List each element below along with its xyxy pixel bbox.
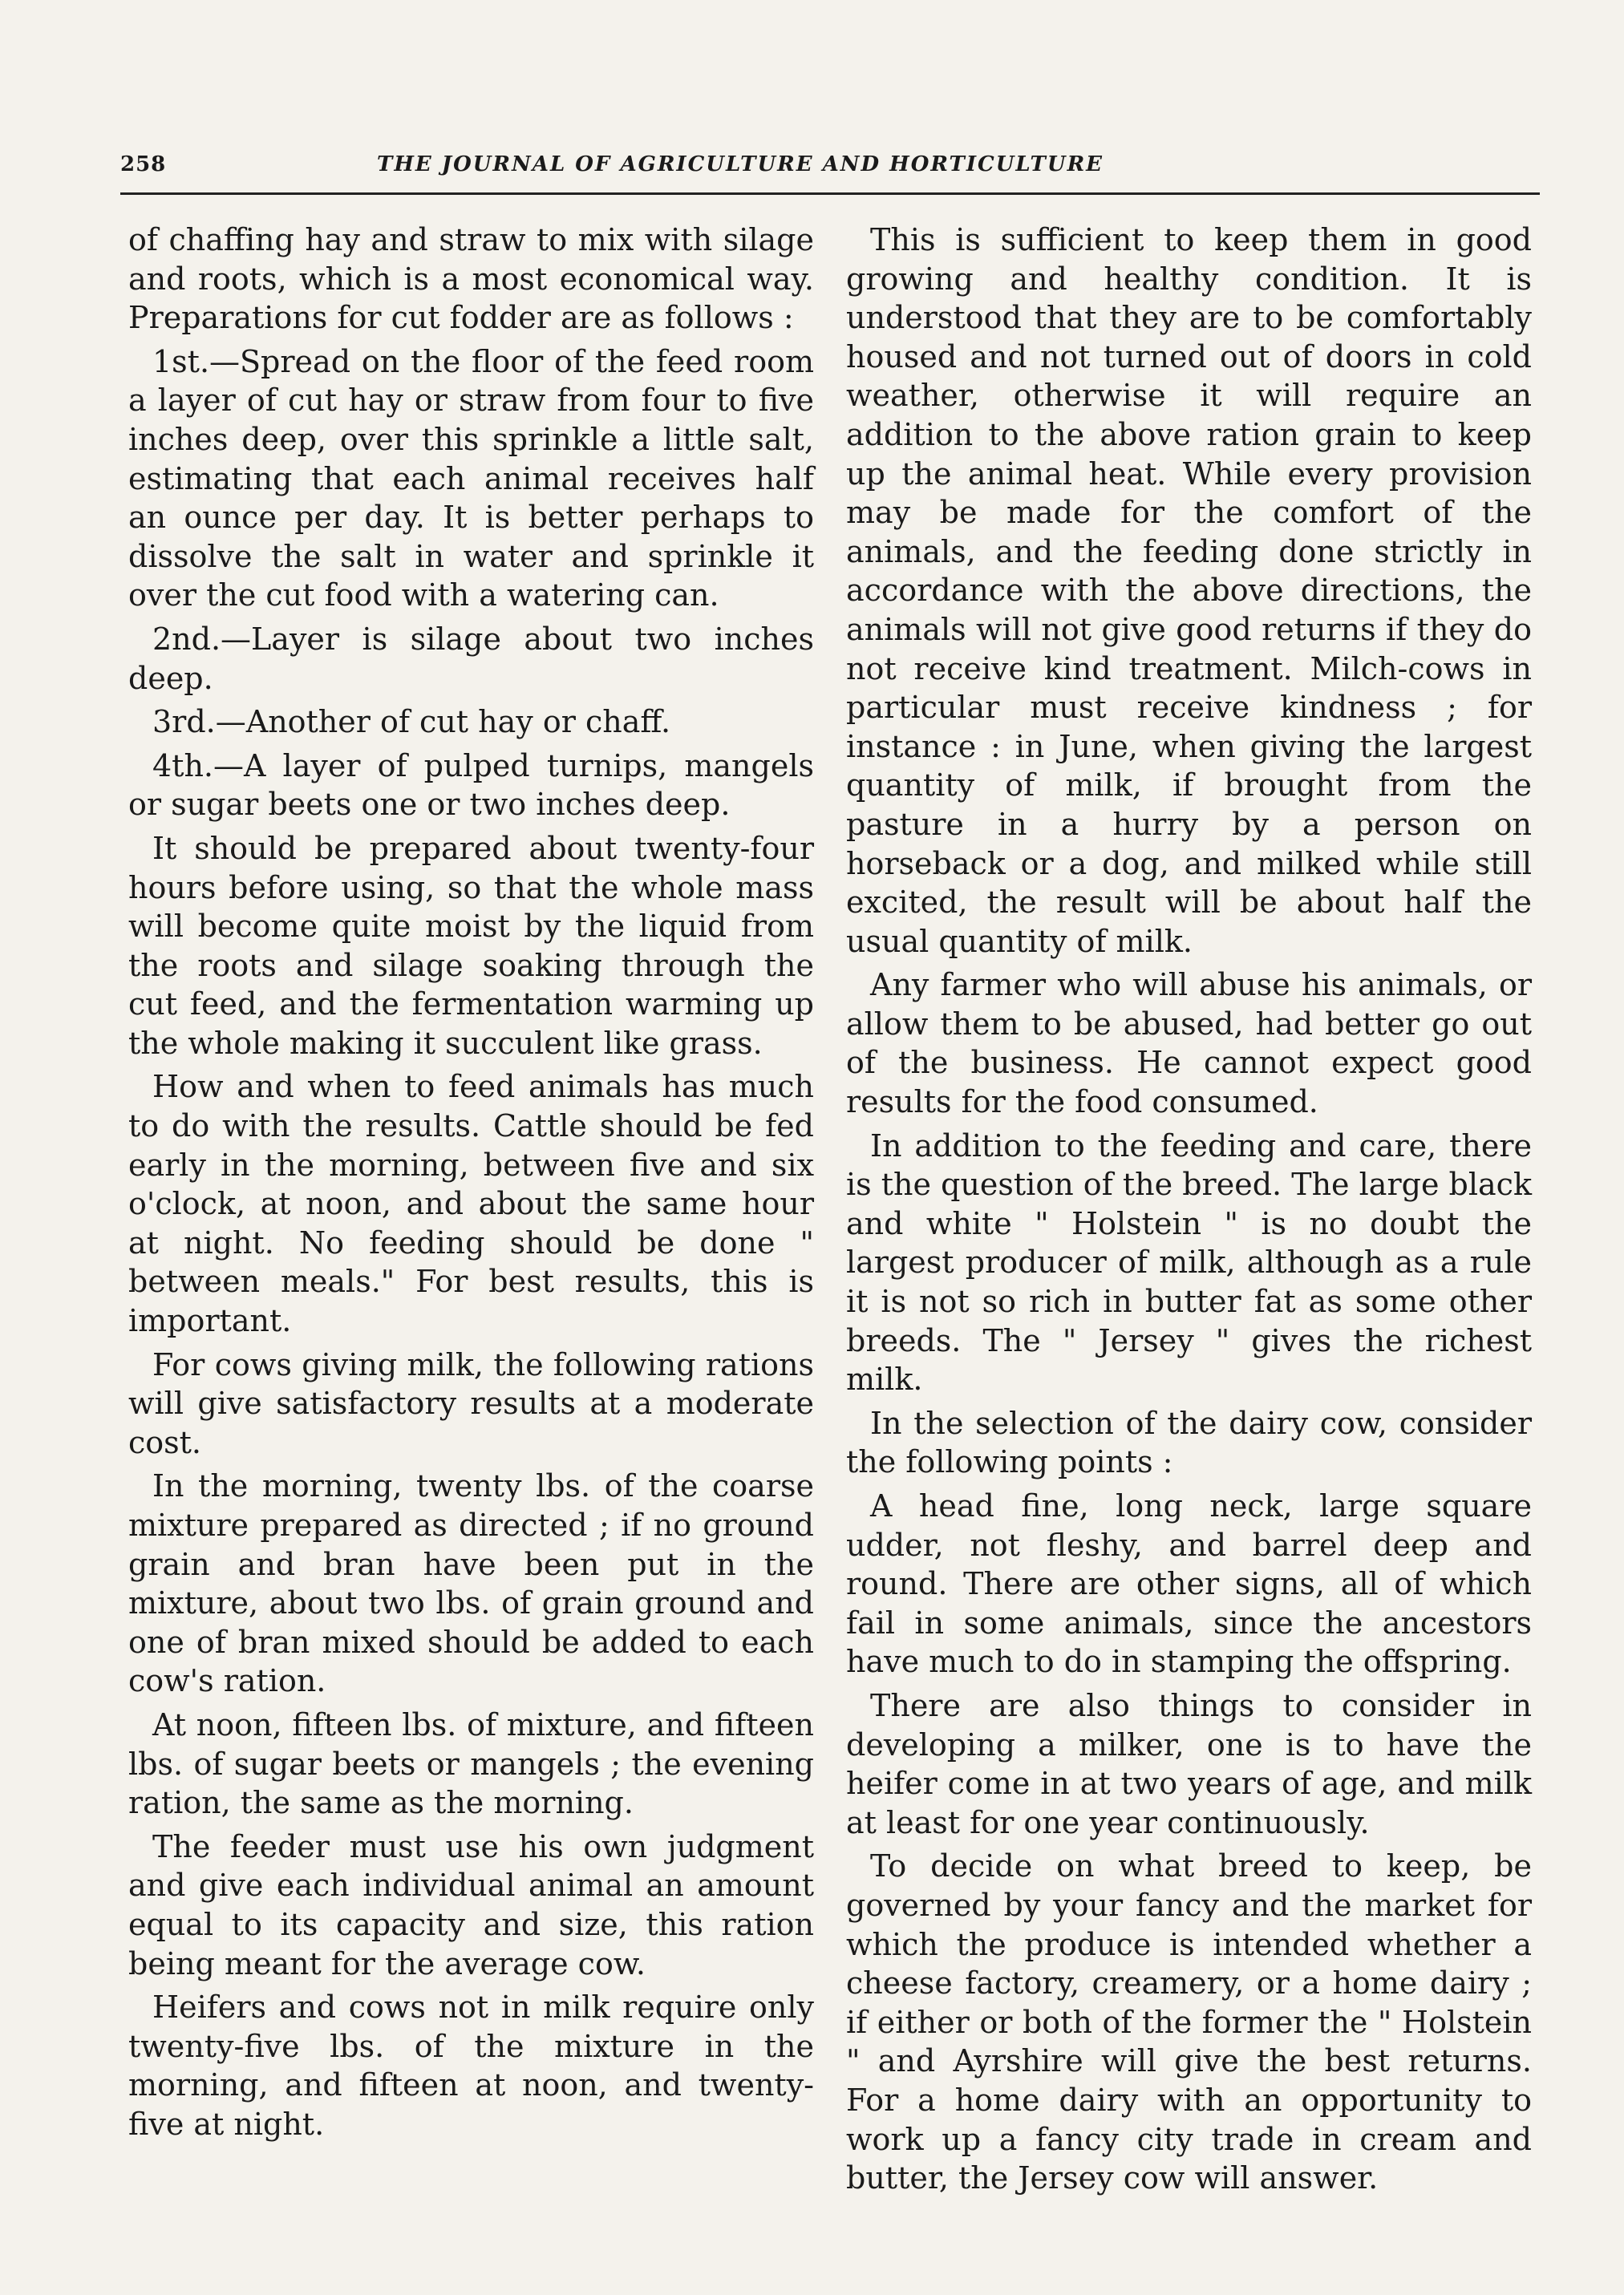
paragraph: For cows giving milk, the following rations will give satisfactory results at a moderate cost. xyxy=(128,1346,814,1460)
paragraph: A head fine, long neck, large square udder, not fleshy, and barrel deep and round. There are other signs, all of which fail in some animals, since the ancestors have much to do in stamping the offspring. xyxy=(846,1488,1532,1680)
paragraph: It should be prepared about twenty-four hours before using, so that the whole mass will become quite moist by the liquid from the roots and silage soaking through the cut feed, and the fermentation warming up the whole making it succulent like grass. xyxy=(128,830,814,1061)
paragraph: To decide on what breed to keep, be governed by your fancy and the market for which the produce is intended whether a cheese factory, creamery, or a home dairy ; if either or both of the former the " Holstein " and Ayrshire will give the best returns. For a home dairy with an opportunity to work up a fancy city trade in cream and butter, the Jersey cow will answer. xyxy=(846,1848,1532,2196)
paragraph: This is sufficient to keep them in good growing and healthy condition. It is understood that they are to be comfortably housed and not turned out of doors in cold weather, otherwise it will require an addition to the above ration grain to keep up the animal heat. While every provision may be made for the comfort of the animals, and the feeding done strictly in accordance with the above directions, the animals will not give good returns if they do not receive kind treatment. Milch-cows in particular must receive kindness ; for instance : in June, when giving the largest quantity of milk, if brought from the pasture in a hurry by a person on horseback or a dog, and milked while still excited, the result will be about half the usual quantity of milk. xyxy=(846,222,1532,959)
header-rule xyxy=(120,192,1540,195)
paragraph: 1st.—Spread on the floor of the feed room a layer of cut hay or straw from four to five inches deep, over this sprinkle a little salt, estimating that each animal receives half an ounce per day. It is better perhaps to dissolve the salt in water and sprinkle it over the cut food with a watering can. xyxy=(128,343,814,613)
paragraph: Heifers and cows not in milk require only twenty-five lbs. of the mixture in the morning, and fifteen at noon, and twenty-five at night. xyxy=(128,1989,814,2142)
paragraph: 2nd.—Layer is silage about two inches deep. xyxy=(128,621,814,696)
paragraph: The feeder must use his own judgment and give each individual animal an amount equal to its capacity and size, this ration being meant for the average cow. xyxy=(128,1828,814,1981)
paragraph: 3rd.—Another of cut hay or chaff. xyxy=(152,704,671,740)
paragraph: of chaffing hay and straw to mix with silage and roots, which is a most economical way. Preparations for cut fodder are as follows : xyxy=(128,222,814,336)
paragraph: 4th.—A layer of pulped turnips, mangels or sugar beets one or two inches deep. xyxy=(128,747,814,823)
right-column xyxy=(846,221,1532,2203)
left-column xyxy=(128,221,814,2149)
paragraph: At noon, fifteen lbs. of mixture, and fifteen lbs. of sugar beets or mangels ; the evening ration, the same as the morning. xyxy=(128,1706,814,1821)
paragraph: How and when to feed animals has much to do with the results. Cattle should be fed early in the morning, between five and six o'clock, at noon, and about the same hour at night. No feeding should be done " between meals." For best results, this is important. xyxy=(128,1069,814,1339)
page-number: 258 xyxy=(120,152,167,176)
running-title: THE JOURNAL OF AGRICULTURE AND HORTICULTURE xyxy=(377,152,1104,176)
paragraph: Any farmer who will abuse his animals, or allow them to be abused, had better go out of the business. He cannot expect good results for the food consumed. xyxy=(846,967,1532,1120)
paragraph: There are also things to consider in developing a milker, one is to have the heifer come in at two years of age, and milk at least for one year continuously. xyxy=(846,1687,1532,1840)
paragraph: In the morning, twenty lbs. of the coarse mixture prepared as directed ; if no ground grain and bran have been put in the mixture, about two lbs. of grain ground and one of bran mixed should be added to each cow's ration. xyxy=(128,1468,814,1699)
page-header xyxy=(120,152,1540,184)
paragraph: In the selection of the dairy cow, consider the following points : xyxy=(846,1405,1532,1480)
paragraph: In addition to the feeding and care, there is the question of the breed. The large black and white " Holstein " is no doubt the largest producer of milk, although as a rule it is not so rich in butter fat as some other breeds. The " Jersey " gives the richest milk. xyxy=(846,1127,1532,1398)
